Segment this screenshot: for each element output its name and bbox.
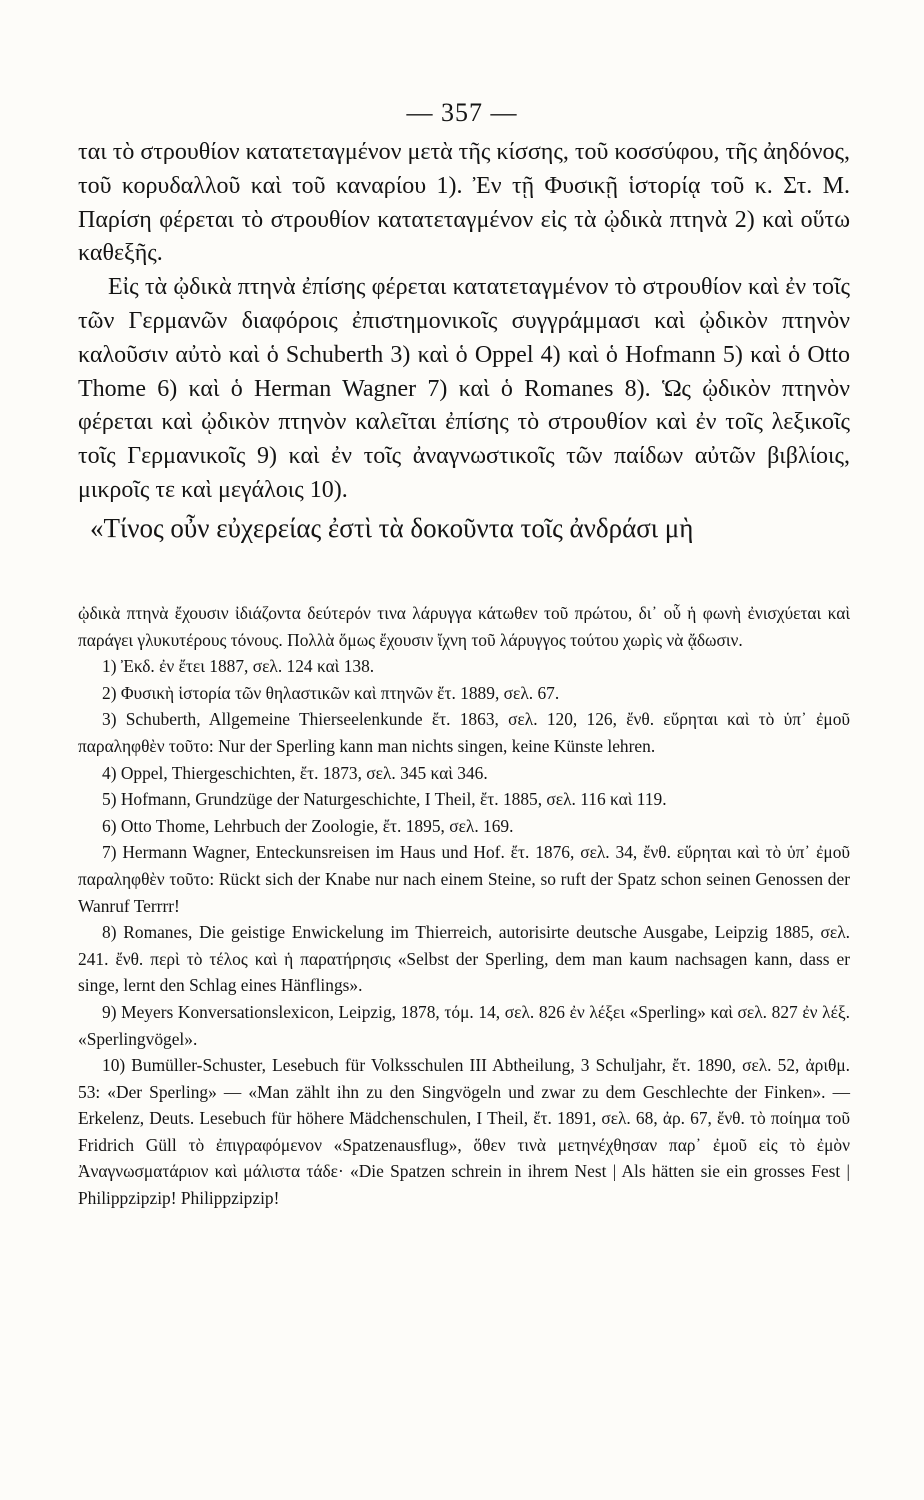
footnote-2: 2) Φυσικὴ ἱστορία τῶν θηλαστικῶν καὶ πτηνῶν ἔτ. 1889, σελ. 67.	[102, 682, 560, 703]
footnote-9: 9) Meyers Konversationslexicon, Leipzig, 1878, τόμ. 14, σελ. 826 ἐν λέξει «Sperling» καὶ σελ. 827 ἐν λέξ. «Sperlingvögel».	[78, 1001, 850, 1049]
page-number: — 357 —	[406, 98, 518, 127]
paragraph-3: «Τίνος οὖν εὐχερείας ἐστὶ τὰ δοκοῦντα τοῖς ἀνδράσι μὴ	[90, 512, 694, 543]
footnote-5: 5) Hofmann, Grundzüge der Naturgeschichte, I Theil, ἔτ. 1885, σελ. 116 καὶ 119.	[102, 789, 667, 810]
footnote-1: 1) Ἐκδ. ἐν ἔτει 1887, σελ. 124 καὶ 138.	[102, 656, 375, 677]
footnote-8: 8) Romanes, Die geistige Enwickelung im Thierreich, autorisirte deutsche Ausgabe, Leipzig 1885, σελ. 241. ἔνθ. περὶ τὸ τέλος καὶ ἡ παρατήρησις «Selbst der Sperling, dem man kaum nachsagen kann, dass er singe, lernt den Schlag eines Hänflings».	[78, 922, 850, 996]
paragraph-2: Εἰς τὰ ᾠδικὰ πτηνὰ ἐπίσης φέρεται κατατεταγμένον τὸ στρουθίον καὶ ἐν τοῖς τῶν Γερμανῶν διαφόροις ἐπιστημονικοῖς συγγράμμασι καὶ ᾠδικὸν πτηνὸν καλοῦσιν αὐτὸ καὶ ὁ Schuberth 3) καὶ ὁ Oppel 4) καὶ ὁ Hofmann 5) καὶ ὁ Otto Thome 6) καὶ ὁ Herman Wagner 7) καὶ ὁ Romanes 8). Ὡς ᾠδικὸν πτηνὸν φέρεται καὶ ᾠδικὸν πτηνὸν καλεῖται ἐπίσης τὸ στρουθίον καὶ ἐν τοῖς λεξικοῖς τοῖς Γερμανικοῖς 9) καὶ ἐν τοῖς ἀναγνωστικοῖς τῶν παίδων αὐτῶν βιβλίοις, μικροῖς τε καὶ μεγάλοις 10).	[78, 274, 850, 503]
footnote-3: 3) Schuberth, Allgemeine Thierseelenkunde ἔτ. 1863, σελ. 120, 126, ἔνθ. εὕρηται καὶ τὸ ὑπ᾽ ἐμοῦ παραληφθὲν τοῦτο: Nur der Sperling kann man nichts singen, keine Künste lehren.	[78, 709, 850, 756]
footnote-continuation: ᾠδικὰ πτηνὰ ἔχουσιν ἰδιάζοντα δεύτερόν τινα λάρυγγα κάτωθεν τοῦ πρώτου, δι᾽ οὗ ἡ φωνὴ ἐνισχύεται καὶ παράγει γλυκυτέρους τόνους. Πολλὰ ὅμως ἔχουσιν ἴχνη τοῦ λάρυγγος τούτου χωρὶς νὰ ᾄδωσιν.	[78, 603, 850, 650]
footnotes	[78, 600, 850, 1212]
footnote-7: 7) Hermann Wagner, Enteckunsreisen im Haus und Hof. ἔτ. 1876, σελ. 34, ἔνθ. εὕρηται καὶ τὸ ὑπ᾽ ἐμοῦ παραληφθὲν τοῦτο: Rückt sich der Knabe nur nach einem Steine, so ruft der Spatz schon seinen Genossen der Wanruf Terrrr!	[78, 842, 850, 916]
footnote-10: 10) Bumüller-Schuster, Lesebuch für Volksschulen III Abtheilung, 3 Schuljahr, ἔτ. 1890, σελ. 52, ἀριθμ. 53: «Der Sperling» — «Man zählt ihn zu den Singvögeln und zwar zu dem Geschlechte der Finken». — Erkelenz, Deuts. Lesebuch für höhere Mädchenschulen, I Theil, ἔτ. 1891, σελ. 68, ἀρ. 67, ἔνθ. τὸ ποίημα τοῦ Fridrich Güll τὸ ἐπιγραφόμενον «Spatzenausflug», ὅθεν τινὰ μετηνέχθησαν παρ᾽ ἐμοῦ εἰς τὸ ἐμὸν Ἀναγνωσματάριον καὶ μάλιστα τάδε· «Die Spatzen schrein in ihrem Nest | Als hätten sie ein grosses Fest | Philippzipzip! Philippzipzip!	[78, 1055, 850, 1209]
main-text	[78, 136, 850, 546]
paragraph-1: ται τὸ στρουθίον κατατεταγμένον μετὰ τῆς κίσσης, τοῦ κοσσύφου, τῆς ἀηδόνος, τοῦ κορυδαλλοῦ καὶ τοῦ καναρίου 1). Ἐν τῇ Φυσικῇ ἱστορίᾳ τοῦ κ. Στ. Μ. Παρίση φέρεται τὸ στρουθίον κατατεταγμένον εἰς τὰ ᾠδικὰ πτηνὰ 2) καὶ οὕτω καθεξῆς.	[78, 139, 850, 267]
footnote-4: 4) Oppel, Thiergeschichten, ἔτ. 1873, σελ. 345 καὶ 346.	[102, 762, 488, 783]
footnote-6: 6) Otto Thome, Lehrbuch der Zoologie, ἔτ. 1895, σελ. 169.	[102, 815, 514, 836]
